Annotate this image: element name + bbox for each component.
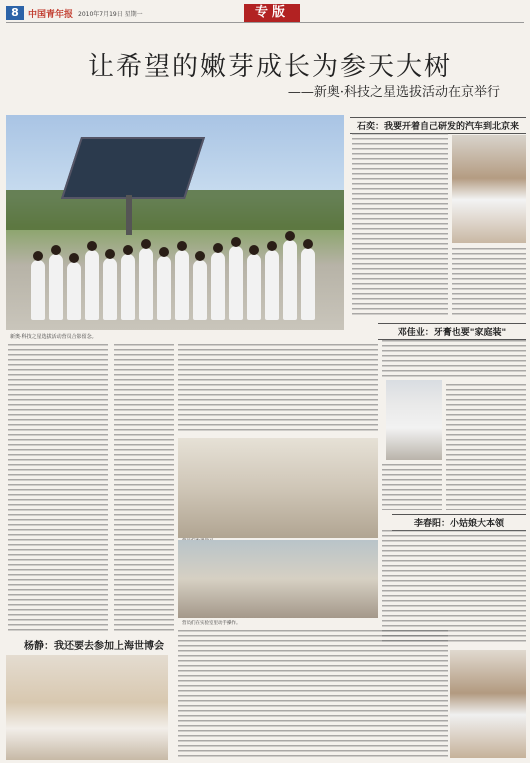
- main-photo-caption: 新奥·科技之星选拔活动营员合影留念。: [10, 334, 97, 340]
- page-number: 8: [6, 6, 24, 20]
- body-text-mid-bottom: [178, 630, 448, 758]
- main-group-photo: [6, 115, 344, 330]
- photo-activity: [178, 438, 378, 538]
- body-text-shiyi-2: [452, 248, 526, 318]
- photo-li: [450, 650, 526, 758]
- story-title-deng: 邓佳业：牙膏也要"家庭装": [378, 323, 526, 340]
- body-text-shiyi: [352, 133, 448, 318]
- photo-yang: [6, 655, 168, 760]
- body-text-left-2: [114, 344, 174, 634]
- story-title-yang: 杨静：我还要去参加上海世博会: [24, 641, 164, 652]
- solar-panel-shape: [61, 137, 205, 199]
- masthead: [6, 4, 524, 23]
- lab-photo-caption: 营员们在实验室里动手操作。: [182, 621, 241, 626]
- section-tag: 专版: [244, 4, 300, 22]
- subheadline: ——新奥·科技之星选拔活动在京举行: [287, 85, 500, 100]
- photo-deng: [386, 380, 442, 460]
- paper-name: 中国青年报: [28, 10, 74, 20]
- body-text-deng-3: [382, 464, 442, 510]
- body-text-left-1: [8, 344, 108, 634]
- story-title-li: 李春阳：小姑娘大本领: [392, 514, 526, 531]
- story-title-shiyi: 石奕：我要开着自己研发的汽车到北京来: [350, 117, 526, 134]
- body-text-deng-2: [446, 384, 526, 510]
- photo-shiyi: [452, 135, 526, 243]
- body-text-li: [382, 530, 526, 645]
- body-text-mid-top: [178, 344, 378, 434]
- body-text-deng: [382, 340, 526, 380]
- photo-lab: [178, 540, 378, 618]
- issue-date: 2010年7月19日 星期一: [78, 11, 143, 18]
- headline: 让希望的嫩芽成长为参天大树: [87, 52, 452, 82]
- photo-crowd: [31, 210, 331, 320]
